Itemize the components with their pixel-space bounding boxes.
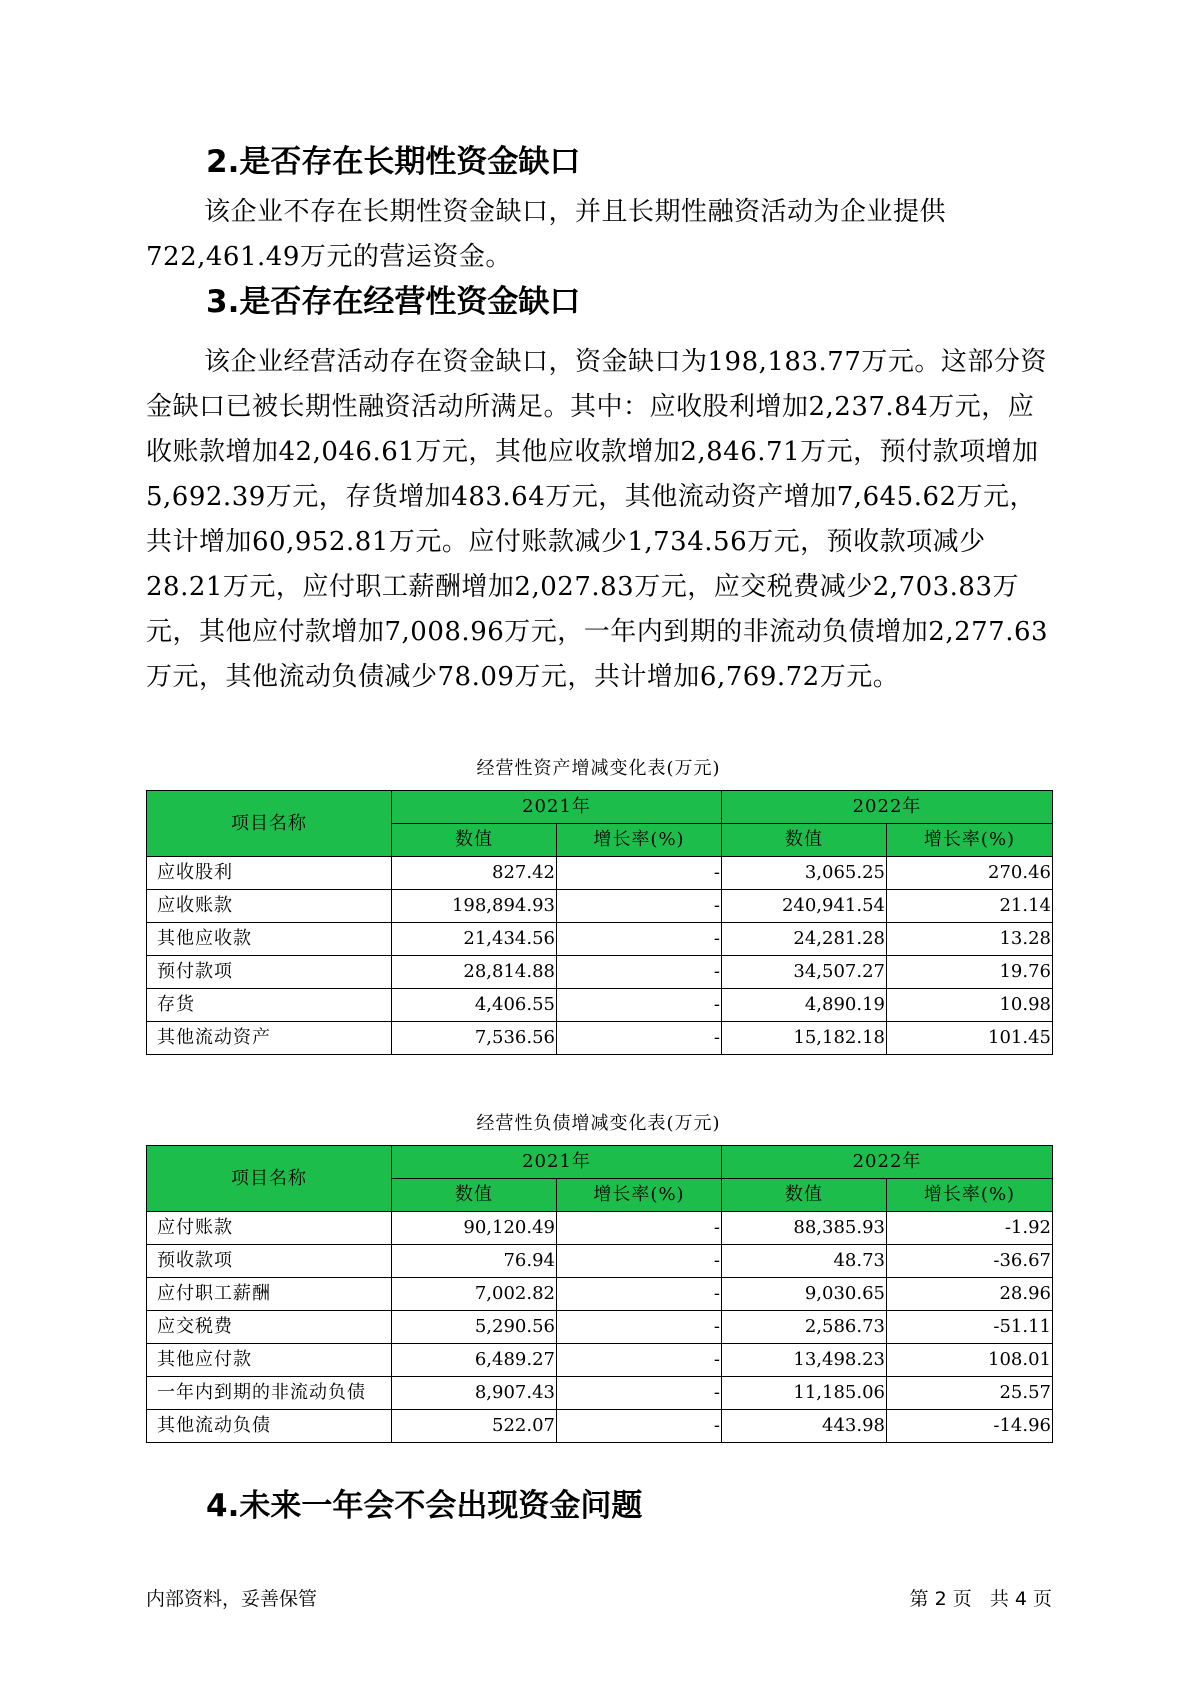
rate-2021: - <box>557 989 722 1022</box>
table-row <box>147 1278 1053 1311</box>
row-name: 其他应收款 <box>147 923 392 956</box>
value-2021: 8,907.43 <box>392 1377 557 1410</box>
col-header-rate-2021: 增长率(%) <box>557 824 722 857</box>
row-name: 应收账款 <box>147 890 392 923</box>
row-name: 其他应付款 <box>147 1344 392 1377</box>
value-2021: 198,894.93 <box>392 890 557 923</box>
col-header-item: 项目名称 <box>147 791 392 857</box>
value-2022: 2,586.73 <box>722 1311 887 1344</box>
col-header-value-2021: 数值 <box>392 1179 557 1212</box>
value-2022: 443.98 <box>722 1410 887 1443</box>
col-header-2022: 2022年 <box>722 791 1053 824</box>
value-2022: 24,281.28 <box>722 923 887 956</box>
value-2022: 34,507.27 <box>722 956 887 989</box>
value-2022: 11,185.06 <box>722 1377 887 1410</box>
liabilities-table <box>146 1145 1053 1443</box>
liabilities-table-caption: 经营性负债增减变化表(万元) <box>476 1113 721 1134</box>
table-row <box>147 1245 1053 1278</box>
rate-2021: - <box>557 1344 722 1377</box>
value-2022: 15,182.18 <box>722 1022 887 1055</box>
value-2021: 522.07 <box>392 1410 557 1443</box>
rate-2022: 19.76 <box>887 956 1053 989</box>
rate-2022: 28.96 <box>887 1278 1053 1311</box>
value-2022: 13,498.23 <box>722 1344 887 1377</box>
table-row <box>147 1212 1053 1245</box>
rate-2022: 101.45 <box>887 1022 1053 1055</box>
row-name: 预收款项 <box>147 1245 392 1278</box>
section-heading-2: 2.是否存在长期性资金缺口 <box>206 144 581 180</box>
rate-2021: - <box>557 857 722 890</box>
row-name: 预付款项 <box>147 956 392 989</box>
rate-2022: 270.46 <box>887 857 1053 890</box>
row-name: 应付账款 <box>147 1212 392 1245</box>
value-2022: 3,065.25 <box>722 857 887 890</box>
value-2021: 7,002.82 <box>392 1278 557 1311</box>
col-header-rate-2022: 增长率(%) <box>887 824 1053 857</box>
rate-2022: 25.57 <box>887 1377 1053 1410</box>
value-2021: 21,434.56 <box>392 923 557 956</box>
rate-2021: - <box>557 890 722 923</box>
row-name: 应交税费 <box>147 1311 392 1344</box>
value-2021: 7,536.56 <box>392 1022 557 1055</box>
table-row <box>147 1377 1053 1410</box>
table-row <box>147 1344 1053 1377</box>
paragraph-operating-gap: 该企业经营活动存在资金缺口，资金缺口为198,183.77万元。这部分资金缺口已被长期性融资活动所满足。其中：应收股利增加2,237.84万元，应收账款增加42,046.61万元，其他应收款增加2,846.71万元，预付款项增加5,692.39万元，存货增加483.64万元，其他流动资产增加7,645.62万元，共计增加60,952.81万元。应付账款减少1,734.56万元，预收款项减少28.21万元，应付职工薪酬增加2,027.83万元，应交税费减少2,703.83万元，其他应付款增加7,008.96万元，一年内到期的非流动负债增加2,277.63万元，其他流动负债减少78.09万元，共计增加6,769.72万元。 <box>146 347 1049 692</box>
row-name: 其他流动资产 <box>147 1022 392 1055</box>
row-name: 应付职工薪酬 <box>147 1278 392 1311</box>
value-2021: 4,406.55 <box>392 989 557 1022</box>
rate-2022: -51.11 <box>887 1311 1053 1344</box>
value-2021: 5,290.56 <box>392 1311 557 1344</box>
col-header-2022: 2022年 <box>722 1146 1053 1179</box>
rate-2022: -14.96 <box>887 1410 1053 1443</box>
value-2021: 28,814.88 <box>392 956 557 989</box>
rate-2022: 10.98 <box>887 989 1053 1022</box>
rate-2021: - <box>557 1245 722 1278</box>
section-heading-3: 3.是否存在经营性资金缺口 <box>206 284 581 320</box>
table-row <box>147 1410 1053 1443</box>
col-header-2021: 2021年 <box>392 791 722 824</box>
table-row <box>147 890 1053 923</box>
table-row <box>147 923 1053 956</box>
assets-table-caption: 经营性资产增减变化表(万元) <box>476 758 721 779</box>
value-2022: 88,385.93 <box>722 1212 887 1245</box>
assets-table <box>146 790 1053 1055</box>
paragraph-long-term-gap: 该企业不存在长期性资金缺口，并且长期性融资活动为企业提供722,461.49万元的营运资金。 <box>146 197 947 272</box>
rate-2022: 21.14 <box>887 890 1053 923</box>
value-2021: 6,489.27 <box>392 1344 557 1377</box>
rate-2022: -36.67 <box>887 1245 1053 1278</box>
col-header-rate-2022: 增长率(%) <box>887 1179 1053 1212</box>
footer-confidential-note: 内部资料，妥善保管 <box>146 1588 318 1610</box>
table-row <box>147 857 1053 890</box>
rate-2021: - <box>557 1311 722 1344</box>
row-name: 一年内到期的非流动负债 <box>147 1377 392 1410</box>
col-header-2021: 2021年 <box>392 1146 722 1179</box>
table-row <box>147 1022 1053 1055</box>
value-2022: 48.73 <box>722 1245 887 1278</box>
col-header-rate-2021: 增长率(%) <box>557 1179 722 1212</box>
rate-2021: - <box>557 1212 722 1245</box>
rate-2021: - <box>557 1410 722 1443</box>
rate-2022: 108.01 <box>887 1344 1053 1377</box>
rate-2021: - <box>557 1022 722 1055</box>
rate-2021: - <box>557 1377 722 1410</box>
col-header-value-2022: 数值 <box>722 824 887 857</box>
rate-2022: -1.92 <box>887 1212 1053 1245</box>
row-name: 存货 <box>147 989 392 1022</box>
rate-2021: - <box>557 956 722 989</box>
col-header-value-2021: 数值 <box>392 824 557 857</box>
value-2022: 9,030.65 <box>722 1278 887 1311</box>
value-2021: 76.94 <box>392 1245 557 1278</box>
table-row <box>147 956 1053 989</box>
col-header-value-2022: 数值 <box>722 1179 887 1212</box>
value-2021: 90,120.49 <box>392 1212 557 1245</box>
rate-2022: 13.28 <box>887 923 1053 956</box>
rate-2021: - <box>557 1278 722 1311</box>
col-header-item: 项目名称 <box>147 1146 392 1212</box>
row-name: 其他流动负债 <box>147 1410 392 1443</box>
page-number: 第 2 页 共 4 页 <box>909 1588 1052 1610</box>
value-2021: 827.42 <box>392 857 557 890</box>
table-row <box>147 989 1053 1022</box>
rate-2021: - <box>557 923 722 956</box>
value-2022: 240,941.54 <box>722 890 887 923</box>
section-heading-4: 4.未来一年会不会出现资金问题 <box>206 1488 643 1524</box>
table-row <box>147 1311 1053 1344</box>
value-2022: 4,890.19 <box>722 989 887 1022</box>
row-name: 应收股利 <box>147 857 392 890</box>
